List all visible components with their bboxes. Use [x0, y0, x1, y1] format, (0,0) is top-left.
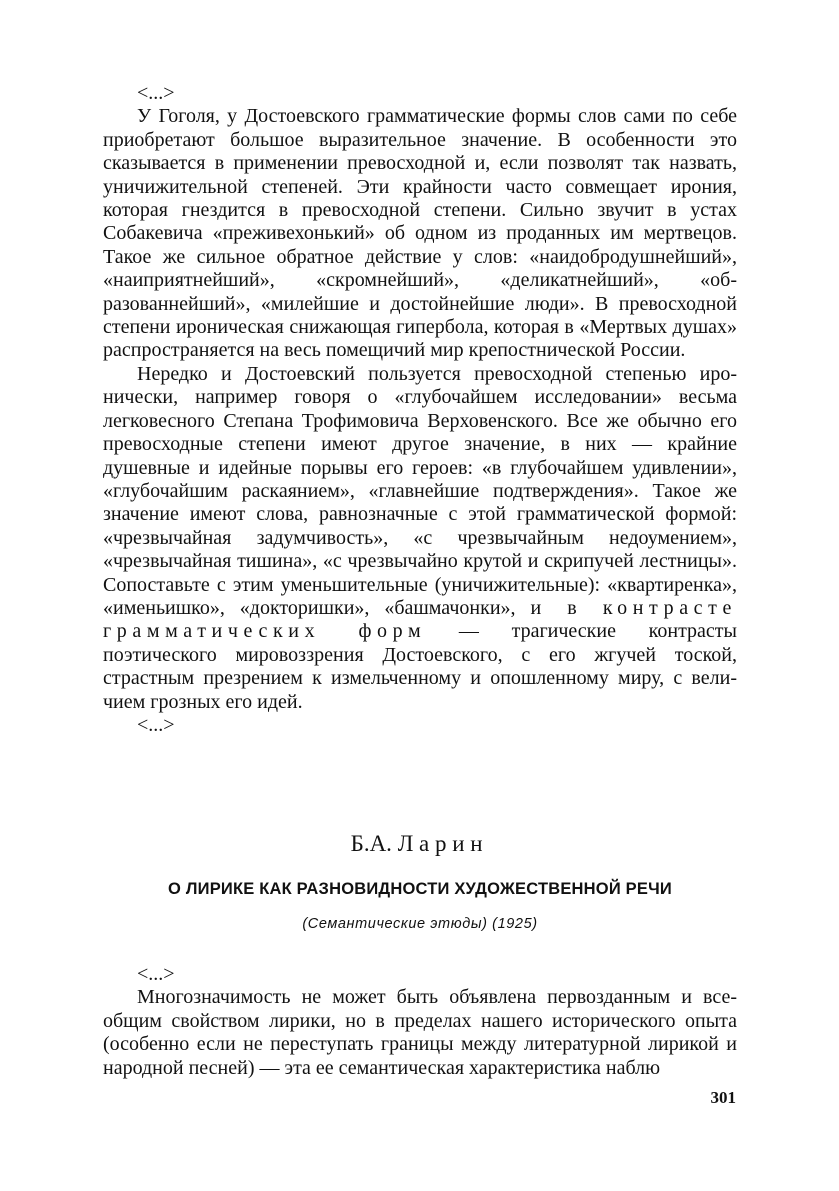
author-surname: Ларин	[397, 831, 489, 856]
paragraph-gogol-dostoevsky: У Гоголя, у Достоевского грамматические формы слов сами по себе приобретают большое выразительное значение. В особенности это сказывается в применении превосходной и, если позволят так назвать, уничижительной степеней. Эти крайности часто совмещает ирония, которая гнездится в превосходной степени. Сильно звучит в устах Собакевича «преживехонький» об одном из проданных им мертвецов. Такое же сильное обратное действие у слов: «наидобродушнейший», «наиприятнейший», «скромнейший», «деликатнейший», «образованнейший», «милейшие и достойнейшие люди». В превосходной степени ироническая снижающая гипербола, которая в «Мертвых душах» распространяется на весь помещичий мир крепостнической России.	[103, 105, 737, 362]
article-title: О ЛИРИКЕ КАК РАЗНОВИДНОСТИ ХУДОЖЕСТВЕННОЙ РЕЧИ	[168, 880, 672, 898]
omission-marker-section2: <...>	[137, 963, 175, 985]
author-initials: Б.А.	[350, 831, 392, 856]
article-subtitle: (Семантические этюды) (1925)	[302, 916, 538, 932]
author-name	[0, 830, 839, 858]
section-top-text	[103, 82, 737, 737]
omission-marker-end: <...>	[137, 713, 175, 736]
spaced-emphasis-text: и в контрасте грамматических форм	[103, 596, 737, 643]
paragraph-polysemy: Многозначимость не может быть объявлена первозданным и всеобщим свойством лирики, но в пределах нашего исторического опыта (особенно если не переступать границы между литературной лирикой и народной песней) — эта ее семантическая характеристика наблю	[103, 986, 737, 1079]
page-number: 301	[710, 1088, 736, 1107]
paragraph-text-after-spaced: — трагические контрасты поэтического мировоззрения Достоевского, с его жгучей тоской, страстным презрением к измельченному и опошленному миру, с величием грозных его идей.	[103, 620, 737, 713]
paragraph-dostoevsky-superlatives	[103, 363, 737, 714]
paragraph-text-before-spaced: Нередко и Достоевский пользуется превосходной степенью иронически, например говоря о «глубочайшем исследовании» весьма легковесного Степана Трофимовича Верховенского. Все же обычно его превосходные степени имеют другое значение, в них — крайние душевные и идейные порывы его героев: «в глубочайшем удивлении», «глубочайшим раскаянием», «главнейшие подтверждения». Такое же значение имеют слова, равнозначные с этой грамматической формой: «чрезвычайная задумчивость», «с чрезвычайным недоумением», «чрезвычайная тишина», «с чрезвычайно крутой и скрипучей лестницы». Сопоставьте с этим уменьшительные (уничижительные): «квартиренка», «именьишко», «докторишки», «башмачонки»,	[103, 362, 737, 619]
section-bottom-text	[103, 963, 737, 1080]
omission-marker-start: <...>	[137, 82, 175, 104]
